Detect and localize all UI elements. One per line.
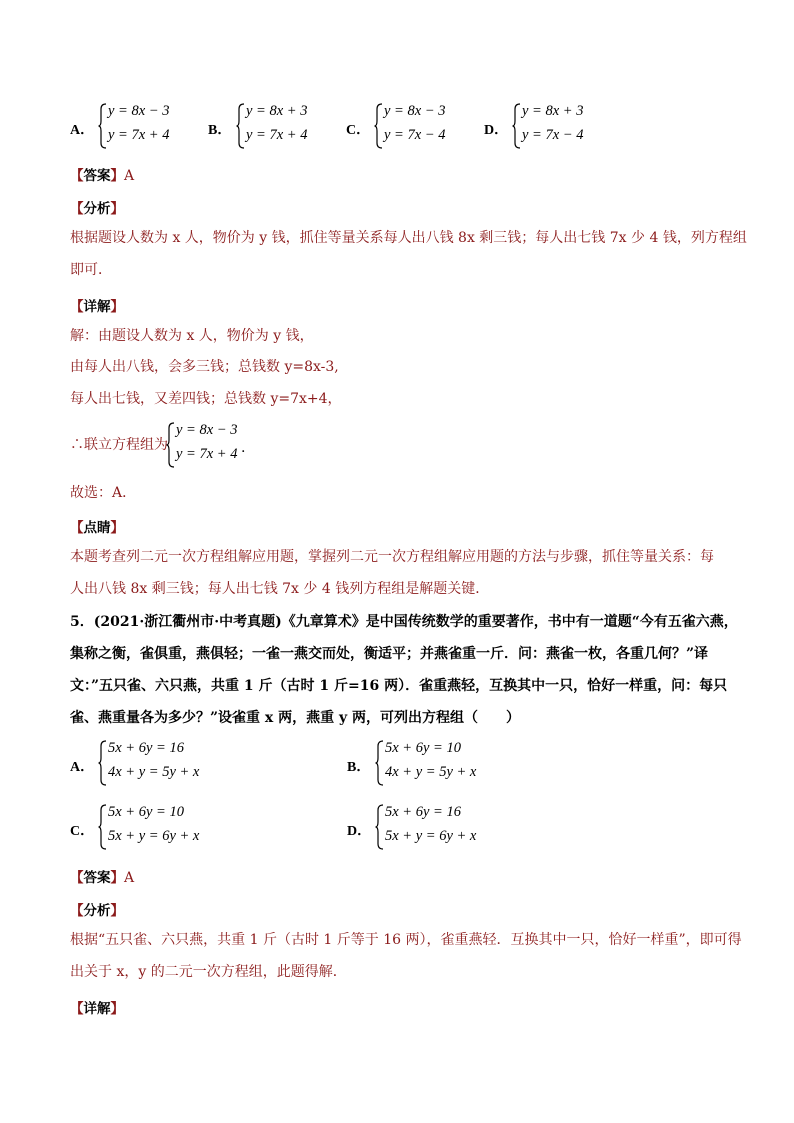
q4-detail-line1: 解：由题设人数为 x 人，物价为 y 钱， — [70, 328, 314, 344]
q4-answer-tag: 【答案】 — [70, 168, 124, 184]
q4-detail-line4-suffix: . — [241, 440, 246, 456]
q4-option-a-eq1: y = 8x − 3 — [108, 103, 170, 119]
q5-option-d-eq2: 5x + y = 6y + x — [385, 828, 477, 844]
q4-option-a-eq2: y = 7x + 4 — [108, 127, 170, 143]
brace-icon — [512, 103, 521, 153]
q4-option-d-label: D． — [484, 123, 509, 138]
q5-analysis-line2: 出关于 x，y 的二元一次方程组，此题得解． — [70, 964, 347, 980]
q5-option-b-eq2: 4x + y = 5y + x — [385, 764, 477, 780]
brace-icon — [98, 804, 107, 854]
q4-point-tag: 【点睛】 — [70, 520, 124, 536]
brace-icon — [98, 740, 107, 790]
q5-option-c-eq1: 5x + 6y = 10 — [108, 804, 184, 820]
q4-choose: 故选：A． — [70, 485, 137, 501]
q4-detail-tag: 【详解】 — [70, 299, 124, 315]
q5-stem-line3: 文：”五只雀、六只燕，共重 1 斤（古时 1 斤=16 两）．雀重燕轻，互换其中一只，恰好一样重，问：每只 — [70, 678, 728, 694]
q5-answer-row — [70, 866, 134, 886]
q5-stem-line1: 5．(2021·浙江衢州市·中考真题)《九章算术》是中国传统数学的重要著作，书中有一道题“今有五雀六燕， — [70, 614, 738, 630]
q5-analysis-tag: 【分析】 — [70, 903, 124, 919]
q4-option-b-eq2: y = 7x + 4 — [246, 127, 308, 143]
q5-answer-tag: 【答案】 — [70, 870, 124, 886]
q4-option-d-eq1: y = 8x + 3 — [522, 103, 584, 119]
brace-icon — [375, 740, 384, 790]
q4-detail-eq2: y = 7x + 4 — [176, 446, 238, 462]
q4-detail-line3: 每人出七钱，又差四钱；总钱数 y=7x+4， — [70, 391, 342, 407]
q4-analysis-tag: 【分析】 — [70, 201, 124, 217]
q4-option-b-eq1: y = 8x + 3 — [246, 103, 308, 119]
q5-answer-value: A — [124, 870, 135, 886]
q4-answer-row — [70, 164, 134, 184]
brace-icon — [375, 804, 384, 854]
brace-icon — [236, 103, 245, 153]
q4-detail-line4-prefix: ∴联立方程组为 — [70, 437, 168, 453]
q5-option-d-eq1: 5x + 6y = 16 — [385, 804, 461, 820]
q4-option-c-eq1: y = 8x − 3 — [384, 103, 446, 119]
q4-analysis-line2: 即可． — [70, 262, 112, 278]
q4-option-a-label: A． — [70, 123, 95, 138]
q4-option-c-label: C． — [346, 123, 371, 138]
q5-stem-line2: 集称之衡，雀俱重，燕俱轻；一雀一燕交而处，衡适平；并燕雀重一斤．问：燕雀一枚，各重几何？”译 — [70, 646, 709, 662]
q4-point-line1: 本题考查列二元一次方程组解应用题，掌握列二元一次方程组解应用题的方法与步骤，抓住等量关系：每 — [70, 549, 714, 565]
q5-stem-line4: 雀、燕重量各为多少？”设雀重 x 两，燕重 y 两，可列出方程组（ ） — [70, 710, 521, 726]
q5-option-b-label: B． — [347, 760, 371, 775]
q5-analysis-line1: 根据“五只雀、六只燕，共重 1 斤（古时 1 斤等于 16 两），雀重燕轻．互换其中一只，恰好一样重”，即可得 — [70, 932, 742, 948]
q5-option-c-label: C． — [70, 824, 95, 839]
q4-option-c-eq2: y = 7x − 4 — [384, 127, 446, 143]
q4-answer-value: A — [124, 168, 135, 184]
q4-detail-eq1: y = 8x − 3 — [176, 422, 238, 438]
q5-option-a-eq2: 4x + y = 5y + x — [108, 764, 200, 780]
q5-detail-tag: 【详解】 — [70, 1001, 124, 1017]
brace-icon — [166, 422, 175, 472]
q5-option-d-label: D． — [347, 824, 372, 839]
q5-option-a-label: A． — [70, 760, 95, 775]
brace-icon — [98, 103, 107, 153]
q5-option-c-eq2: 5x + y = 6y + x — [108, 828, 200, 844]
q4-option-d-eq2: y = 7x − 4 — [522, 127, 584, 143]
q4-option-b-label: B． — [208, 123, 232, 138]
q5-option-b-eq1: 5x + 6y = 10 — [385, 740, 461, 756]
q5-option-a-eq1: 5x + 6y = 16 — [108, 740, 184, 756]
q4-point-line2: 人出八钱 8x 剩三钱；每人出七钱 7x 少 4 钱列方程组是解题关键． — [70, 581, 490, 597]
q4-detail-line2: 由每人出八钱，会多三钱；总钱数 y=8x-3, — [70, 359, 339, 375]
brace-icon — [374, 103, 383, 153]
q4-analysis-line1: 根据题设人数为 x 人，物价为 y 钱，抓住等量关系每人出八钱 8x 剩三钱；每人出七钱 7x 少 4 钱，列方程组 — [70, 230, 747, 246]
